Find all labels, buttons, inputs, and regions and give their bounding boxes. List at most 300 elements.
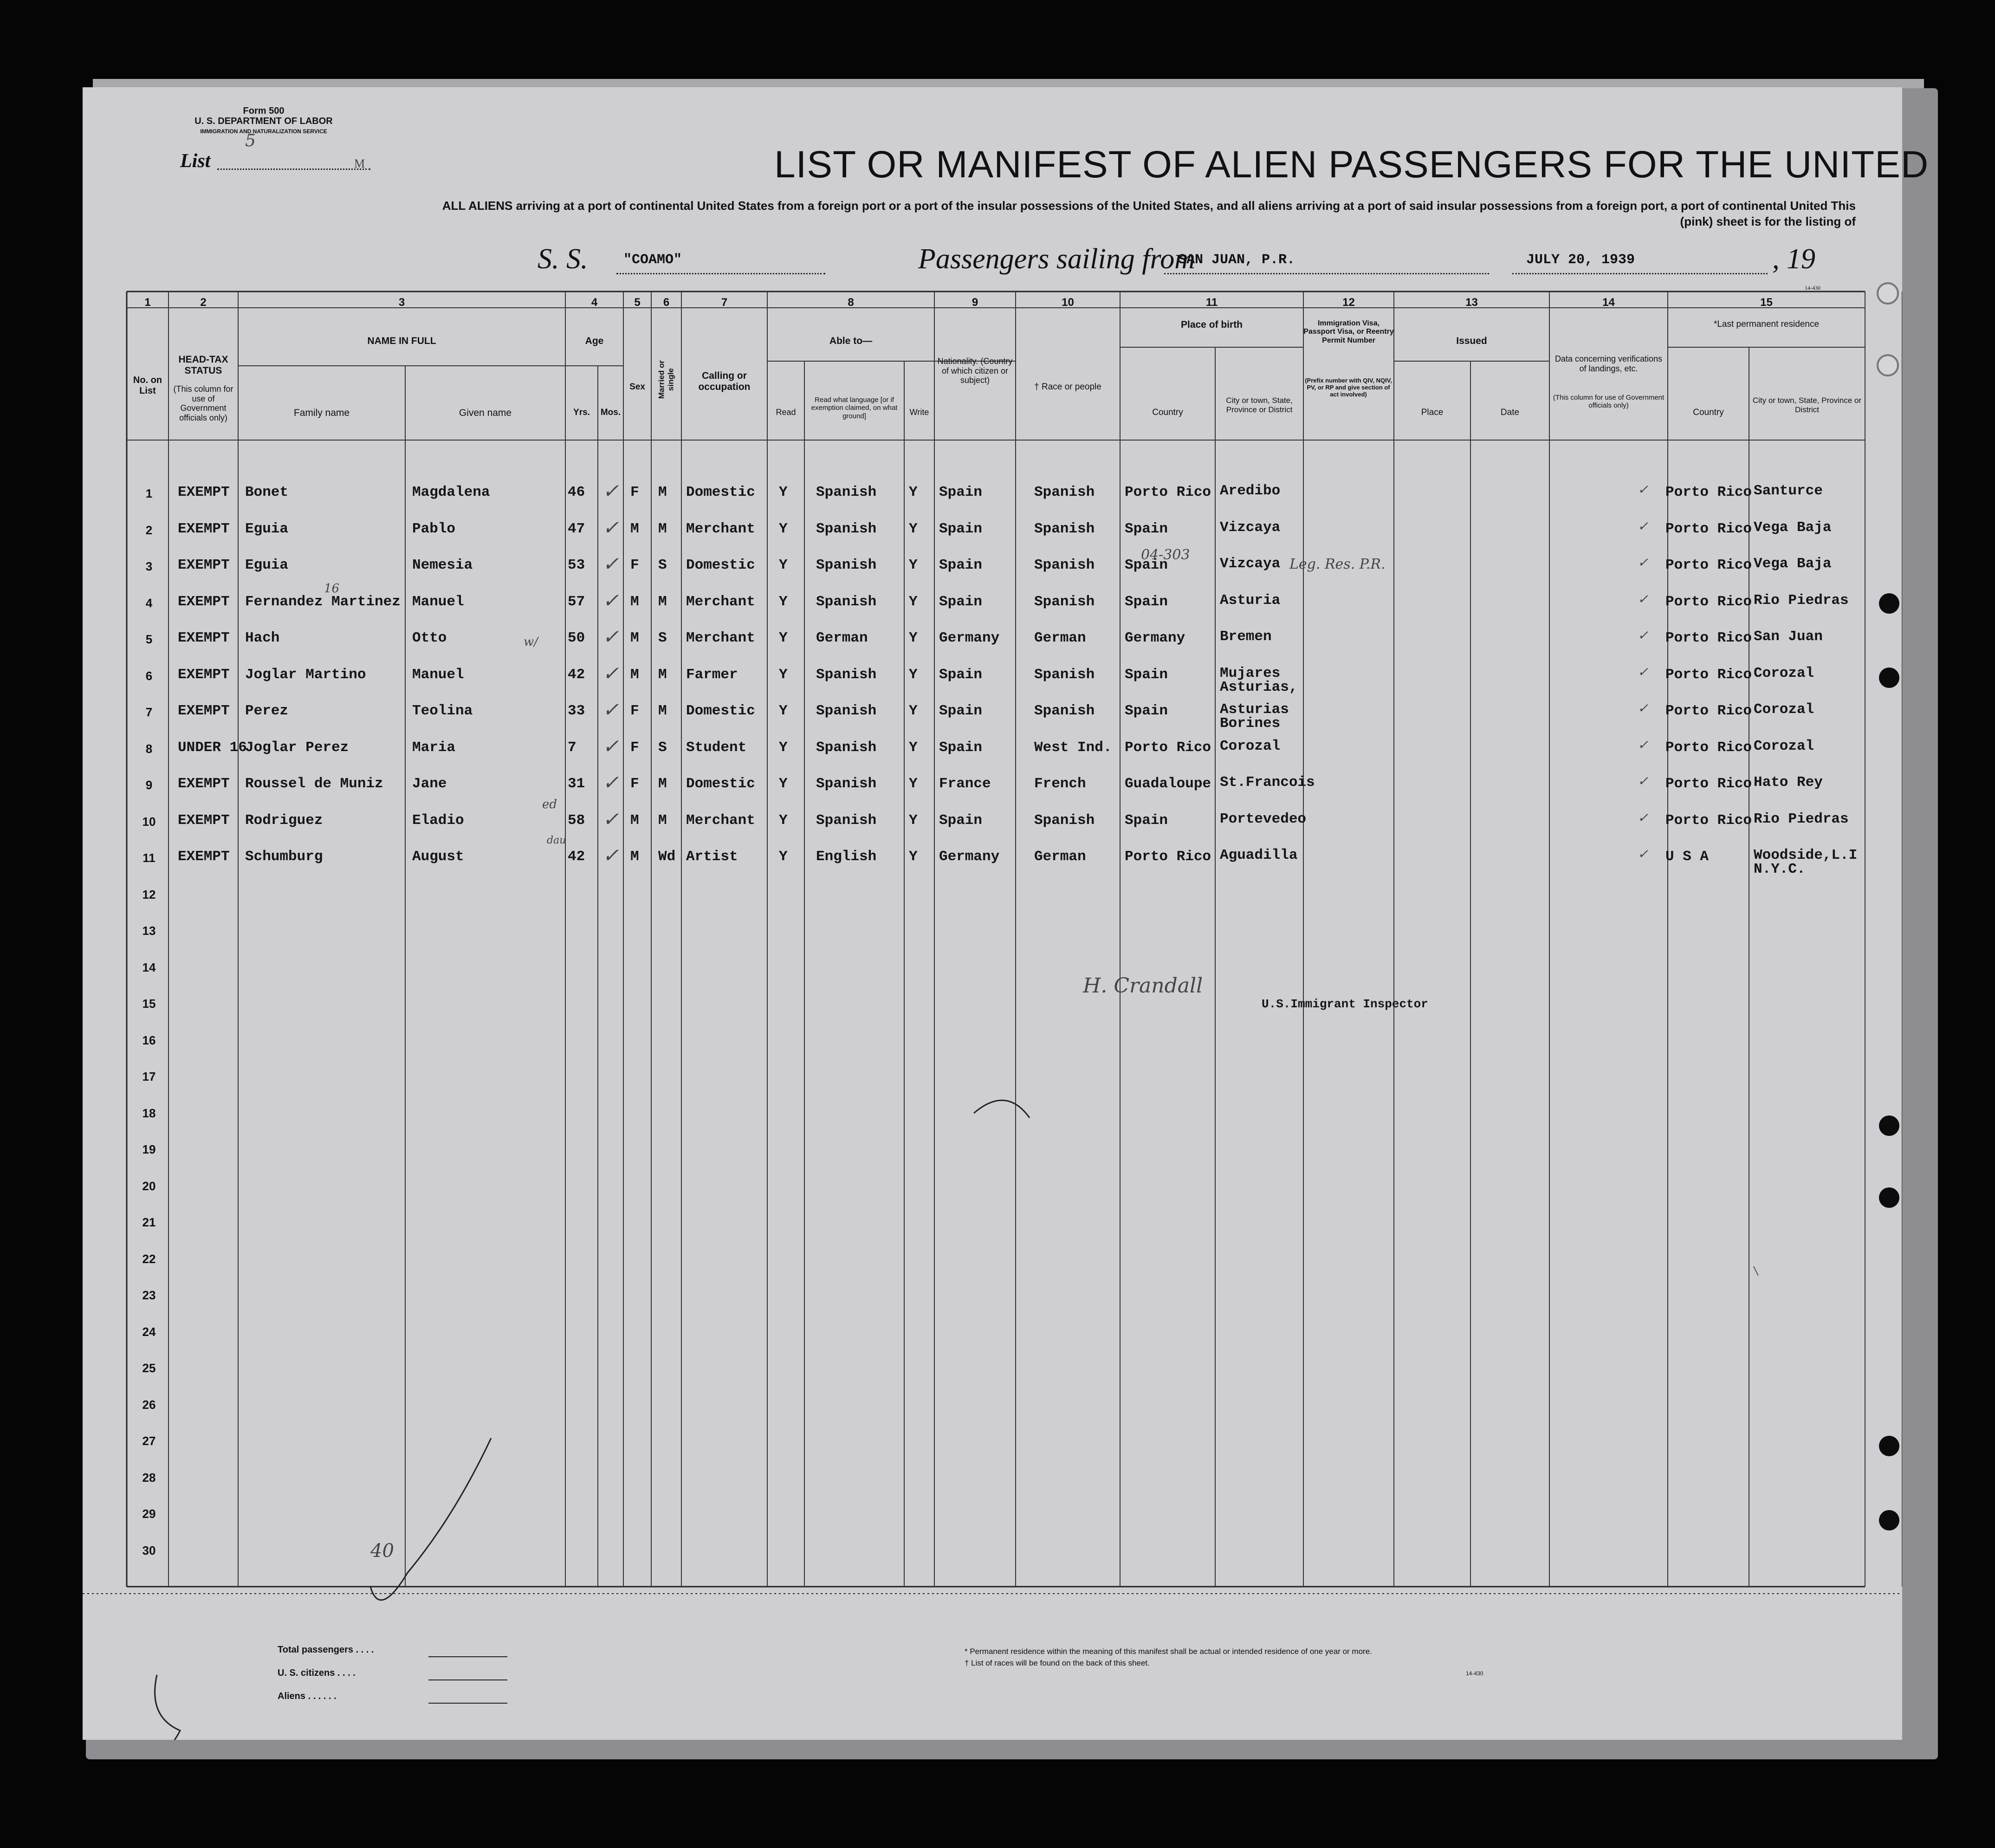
ship-name: "COAMO": [623, 252, 682, 268]
header-family-name: Family name: [293, 408, 350, 418]
row-10-verify-check-icon: ✓: [1638, 810, 1649, 825]
row-1-res-country: Porto Rico: [1665, 484, 1752, 500]
col-number-5: 5: [634, 296, 641, 309]
row-1-birth-country: Porto Rico: [1125, 484, 1211, 500]
row-6-yrs: 42: [568, 667, 585, 683]
header-issued: Issued: [1456, 336, 1487, 346]
row-4-write: Y: [909, 594, 918, 610]
list-number: 5: [245, 131, 256, 150]
row-7-race: Spanish: [1034, 703, 1095, 719]
row-9-sex: F: [630, 776, 639, 792]
row-8-given: Maria: [412, 739, 456, 756]
row-4-birth-country: Spain: [1125, 594, 1168, 610]
header-head-tax: HEAD-TAX STATUS: [178, 354, 228, 376]
row-5-race: German: [1034, 630, 1086, 646]
row-4-birth-city: Asturia: [1220, 592, 1281, 609]
row-5-yrs: 50: [568, 630, 585, 646]
row8-note-handwritten: dau: [547, 835, 566, 846]
row-7-read: Y: [779, 703, 788, 719]
row-2-race: Spanish: [1034, 521, 1095, 537]
row-4-nat: Spain: [939, 594, 983, 610]
row-4-res-country: Porto Rico: [1665, 594, 1752, 610]
header-write: Write: [909, 408, 929, 417]
row-number-18: 18: [142, 1106, 156, 1120]
header-read: Read: [776, 408, 796, 417]
row-9-write: Y: [909, 776, 918, 792]
ss-label: S. S.: [538, 243, 588, 275]
row-9-given: Jane: [412, 776, 447, 792]
row-5-no: 5: [145, 632, 153, 646]
row-2-birth-city: Vizcaya: [1220, 519, 1281, 536]
header-code: 14-430: [1805, 285, 1820, 291]
row-11-sex: M: [630, 849, 639, 865]
row-1-family: Bonet: [245, 484, 289, 500]
row-8-ms: S: [658, 739, 667, 756]
row-number-24: 24: [142, 1325, 156, 1339]
header-race: † Race or people: [1034, 382, 1101, 392]
row-3-check-icon: ✓: [602, 552, 619, 575]
col-number-7: 7: [721, 296, 728, 309]
row-9-ms: M: [658, 776, 667, 792]
row-6-check-icon: ✓: [602, 662, 619, 685]
row-2-no: 2: [145, 523, 153, 537]
row-2-calling: Merchant: [686, 521, 755, 537]
row-9-read: Y: [779, 776, 788, 792]
binder-hole-5: [1879, 1436, 1899, 1456]
row-11-birth-country: Porto Rico: [1125, 849, 1211, 865]
row-9-res-country: Porto Rico: [1665, 776, 1752, 792]
departure-port: SAN JUAN, P.R.: [1178, 252, 1295, 268]
row-8-tax: UNDER 16: [178, 739, 247, 756]
row-number-19: 19: [142, 1142, 156, 1156]
row-number-14: 14: [142, 960, 156, 974]
row-2-yrs: 47: [568, 521, 585, 537]
header-visa: Immigration Visa, Passport Visa, or Reentry Permit Number: [1303, 319, 1394, 344]
header-issued-date: Date: [1500, 408, 1520, 417]
row-1-birth-city: Aredibo: [1220, 483, 1281, 499]
birth-handwritten: 04-303: [1141, 547, 1190, 563]
row-6-calling: Farmer: [686, 667, 738, 683]
row-10-read: Y: [779, 812, 788, 829]
row-9-verify-check-icon: ✓: [1638, 773, 1649, 789]
row-11-race: German: [1034, 849, 1086, 865]
row-5-family: Hach: [245, 630, 280, 646]
row-number-13: 13: [142, 924, 156, 938]
row-11-calling: Artist: [686, 849, 738, 865]
row-10-write: Y: [909, 812, 918, 829]
row-7-given: Teolina: [412, 703, 473, 719]
header-calling: Calling or occupation: [698, 370, 751, 393]
row-11-no: 11: [142, 851, 155, 865]
row-6-ms: M: [658, 667, 667, 683]
manifest-title: LIST OR MANIFEST OF ALIEN PASSENGERS FOR THE UNITED: [774, 143, 1929, 186]
row-11-read: Y: [779, 849, 788, 865]
row-number-28: 28: [142, 1471, 156, 1485]
row-8-write: Y: [909, 739, 918, 756]
binder-hole-3: [1879, 1115, 1899, 1136]
year-label: , 19: [1772, 243, 1815, 275]
footnote-residence: * Permanent residence within the meaning of this manifest shall be actual or intended residence of one year or more.: [965, 1647, 1372, 1656]
row-7-write: Y: [909, 703, 918, 719]
row-1-check-icon: ✓: [602, 480, 619, 502]
col-number-1: 1: [144, 296, 151, 309]
row-2-verify-check-icon: ✓: [1638, 519, 1649, 534]
header-no-on-list: No. on List: [133, 375, 162, 396]
row-3-sex: F: [630, 557, 639, 573]
header-able-to: Able to—: [829, 336, 873, 346]
row-10-yrs: 58: [568, 812, 585, 829]
row-7-birth-city: Asturias Borines: [1220, 701, 1289, 732]
row-1-read: Y: [779, 484, 788, 500]
list-label: List: [180, 150, 211, 172]
row-8-calling: Student: [686, 739, 747, 756]
row-11-given: August: [412, 849, 464, 865]
row-3-race: Spanish: [1034, 557, 1095, 573]
header-res-city: City or town, State, Province or District: [1752, 396, 1862, 414]
row-2-tax: EXEMPT: [178, 521, 230, 537]
row-7-verify-check-icon: ✓: [1638, 700, 1649, 716]
row-3-given: Nemesia: [412, 557, 473, 573]
row-number-20: 20: [142, 1179, 156, 1193]
header-nationality: Nationality. (Country of which citizen or subject): [937, 357, 1013, 385]
row-8-family: Joglar Perez: [245, 739, 349, 756]
header-name-in-full: NAME IN FULL: [367, 336, 436, 346]
row-11-write: Y: [909, 849, 918, 865]
row-1-verify-check-icon: ✓: [1638, 482, 1649, 497]
row-4-given: Manuel: [412, 594, 464, 610]
row-5-verify-check-icon: ✓: [1638, 628, 1649, 643]
row-11-res-city: Woodside,L.I N.Y.C.: [1754, 847, 1858, 877]
row-number-17: 17: [142, 1070, 156, 1083]
row-8-nat: Spain: [939, 739, 983, 756]
service: IMMIGRATION AND NATURALIZATION SERVICE: [200, 128, 327, 135]
row-number-27: 27: [142, 1434, 156, 1448]
row-1-lang: Spanish: [816, 484, 877, 500]
row-3-lang: Spanish: [816, 557, 877, 573]
col-number-9: 9: [972, 296, 978, 309]
row-6-lang: Spanish: [816, 667, 877, 683]
row-11-nat: Germany: [939, 849, 1000, 865]
row-10-no: 10: [142, 815, 156, 829]
row-6-res-city: Corozal: [1754, 665, 1814, 681]
row-6-read: Y: [779, 667, 788, 683]
binder-hole-2: [1879, 668, 1899, 688]
binder-hole-6: [1879, 1510, 1899, 1530]
row-6-given: Manuel: [412, 667, 464, 683]
row-1-write: Y: [909, 484, 918, 500]
header-birth-city: City or town, State, Province or District: [1226, 396, 1293, 414]
row-6-verify-check-icon: ✓: [1638, 664, 1649, 680]
row-5-given: Otto: [412, 630, 447, 646]
row-2-nat: Spain: [939, 521, 983, 537]
manifest-subtitle: ALL ALIENS arriving at a port of continental United States from a foreign port or a port of the insular possessions of the United States, and all aliens arriving at a port of said insular possessions from a foreign port, a port of continental United This (pink) sheet is for the listing of: [442, 199, 1856, 228]
row-6-nat: Spain: [939, 667, 983, 683]
row-11-ms: Wd: [658, 849, 676, 865]
row-3-verify-check-icon: ✓: [1638, 555, 1649, 570]
header-res-country: Country: [1693, 408, 1724, 417]
row-10-family: Rodriguez: [245, 812, 323, 829]
row-9-birth-city: St.Francois: [1220, 774, 1315, 791]
row-1-no: 1: [145, 486, 153, 500]
row-2-given: Pablo: [412, 521, 456, 537]
row-4-no: 4: [145, 596, 153, 610]
header-data-landings: Data concerning verifications of landings, etc.: [1555, 354, 1663, 373]
row-11-tax: EXEMPT: [178, 849, 230, 865]
row-number-25: 25: [142, 1361, 156, 1375]
footnote-races: † List of races will be found on the back of this sheet.: [965, 1659, 1150, 1667]
row-7-ms: M: [658, 703, 667, 719]
visa-handwritten: Leg. Res. P.R.: [1289, 556, 1386, 572]
row-2-sex: M: [630, 521, 639, 537]
row-10-check-icon: ✓: [602, 808, 619, 830]
row-8-birth-city: Corozal: [1220, 738, 1281, 754]
row-6-res-country: Porto Rico: [1665, 667, 1752, 683]
row-7-birth-country: Spain: [1125, 703, 1168, 719]
col-number-11: 11: [1205, 296, 1218, 309]
row-6-tax: EXEMPT: [178, 667, 230, 683]
row-number-22: 22: [142, 1252, 156, 1266]
row-7-no: 7: [145, 705, 153, 719]
row-6-race: Spanish: [1034, 667, 1095, 683]
col-number-6: 6: [663, 296, 670, 309]
row-2-birth-country: Spain: [1125, 521, 1168, 537]
row-11-check-icon: ✓: [602, 844, 619, 867]
header-mos: Mos.: [600, 408, 621, 417]
row-5-ms: S: [658, 630, 667, 646]
us-citizens-line: [428, 1679, 507, 1680]
row-6-family: Joglar Martino: [245, 667, 366, 683]
row-7-res-city: Corozal: [1754, 701, 1814, 718]
row-6-birth-country: Spain: [1125, 667, 1168, 683]
row-number-16: 16: [142, 1033, 156, 1047]
header-read-language: Read what language [or if exemption claimed, on what ground]: [811, 396, 898, 420]
row-9-yrs: 31: [568, 776, 585, 792]
row-2-family: Eguia: [245, 521, 289, 537]
binder-ring-1: [1877, 282, 1899, 305]
row-10-res-city: Rio Piedras: [1754, 811, 1849, 827]
row-1-nat: Spain: [939, 484, 983, 500]
row-10-given: Eladio: [412, 812, 464, 829]
us-citizens-label: U. S. citizens . . . .: [278, 1668, 356, 1678]
row-10-ms: M: [658, 812, 667, 829]
row-8-read: Y: [779, 739, 788, 756]
row-11-family: Schumburg: [245, 849, 323, 865]
passengers-label: Passengers sailing from: [918, 243, 1196, 275]
row-7-res-country: Porto Rico: [1665, 703, 1752, 719]
row-1-res-city: Santurce: [1754, 483, 1823, 499]
list-mark: M: [354, 157, 365, 170]
row-9-no: 9: [145, 778, 153, 792]
row-8-birth-country: Porto Rico: [1125, 739, 1211, 756]
row-3-birth-country: Spain: [1125, 557, 1168, 573]
row-5-birth-city: Bremen: [1220, 629, 1272, 645]
row-1-ms: M: [658, 484, 667, 500]
aliens-line: [428, 1703, 507, 1704]
row-9-calling: Domestic: [686, 776, 755, 792]
row-4-ms: M: [658, 594, 667, 610]
total-passengers-line: [428, 1656, 507, 1657]
row-6-sex: M: [630, 667, 639, 683]
row-4-lang: Spanish: [816, 594, 877, 610]
binder-ring-2: [1877, 354, 1899, 376]
row-4-yrs: 57: [568, 594, 585, 610]
row-10-tax: EXEMPT: [178, 812, 230, 829]
row-10-lang: Spanish: [816, 812, 877, 829]
row-5-nat: Germany: [939, 630, 1000, 646]
row-3-write: Y: [909, 557, 918, 573]
row-10-race: Spanish: [1034, 812, 1095, 829]
row-9-res-city: Hato Rey: [1754, 774, 1823, 791]
row-4-sex: M: [630, 594, 639, 610]
row-1-tax: EXEMPT: [178, 484, 230, 500]
row-7-family: Perez: [245, 703, 289, 719]
row-8-verify-check-icon: ✓: [1638, 737, 1649, 752]
row-2-read: Y: [779, 521, 788, 537]
header-married: Married or single: [657, 360, 675, 399]
row-9-family: Roussel de Muniz: [245, 776, 383, 792]
row-3-res-country: Porto Rico: [1665, 557, 1752, 573]
row-5-check-icon: ✓: [602, 625, 619, 648]
row-4-check-icon: ✓: [602, 589, 619, 612]
row-number-26: 26: [142, 1398, 156, 1412]
row-10-res-country: Porto Rico: [1665, 812, 1752, 829]
row-2-write: Y: [909, 521, 918, 537]
row-3-res-city: Vega Baja: [1754, 556, 1832, 572]
table-grid: [83, 87, 1902, 1740]
row-7-lang: Spanish: [816, 703, 877, 719]
header-visa-note: (Prefix number with QIV, NQIV, PV, or RP and give section of act involved): [1305, 377, 1392, 398]
col-number-13: 13: [1465, 296, 1478, 309]
row-2-ms: M: [658, 521, 667, 537]
col-number-12: 12: [1342, 296, 1355, 309]
row-7-sex: F: [630, 703, 639, 719]
row-9-lang: Spanish: [816, 776, 877, 792]
row-1-sex: F: [630, 484, 639, 500]
row-4-tax: EXEMPT: [178, 594, 230, 610]
row-8-res-country: Porto Rico: [1665, 739, 1752, 756]
row-2-check-icon: ✓: [602, 516, 619, 539]
row-3-family: Eguia: [245, 557, 289, 573]
col-number-8: 8: [848, 296, 854, 309]
row-6-write: Y: [909, 667, 918, 683]
inspector-label: U.S.Immigrant Inspector: [1262, 997, 1428, 1011]
binder-hole-4: [1879, 1187, 1899, 1208]
row-number-21: 21: [142, 1215, 156, 1229]
header-last-residence: *Last permanent residence: [1713, 319, 1820, 329]
header-sex: Sex: [629, 382, 645, 392]
header-issued-place: Place: [1421, 408, 1444, 417]
row-10-birth-city: Portevedeo: [1220, 811, 1307, 827]
row-9-check-icon: ✓: [602, 771, 619, 794]
row-5-write: Y: [909, 630, 918, 646]
row-8-race: West Ind.: [1034, 739, 1112, 756]
row-5-calling: Merchant: [686, 630, 755, 646]
row-1-race: Spanish: [1034, 484, 1095, 500]
row-10-nat: Spain: [939, 812, 983, 829]
row-number-29: 29: [142, 1507, 156, 1521]
row-4-family: Fernandez Martinez: [245, 594, 401, 610]
row-7-check-icon: ✓: [602, 698, 619, 721]
form-number: Form 500: [243, 106, 285, 116]
col-number-10: 10: [1062, 296, 1074, 309]
inspector-signature: H. Crandall: [1083, 974, 1203, 998]
header-yrs: Yrs.: [573, 408, 590, 417]
header-birth-country: Country: [1152, 408, 1183, 417]
row-5-sex: M: [630, 630, 639, 646]
row-10-birth-country: Spain: [1125, 812, 1168, 829]
row-11-birth-city: Aguadilla: [1220, 847, 1298, 863]
row-6-birth-city: Mujares Asturias,: [1220, 665, 1298, 695]
row-7-calling: Domestic: [686, 703, 755, 719]
row-10-sex: M: [630, 812, 639, 829]
row-5-read: Y: [779, 630, 788, 646]
row-5-res-country: Porto Rico: [1665, 630, 1752, 646]
row-1-given: Magdalena: [412, 484, 490, 500]
row-8-yrs: 7: [568, 739, 576, 756]
row-8-check-icon: ✓: [602, 735, 619, 758]
row-3-birth-city: Vizcaya: [1220, 556, 1281, 572]
total-handwritten: 40: [370, 1540, 394, 1562]
row-number-23: 23: [142, 1288, 156, 1302]
row-2-res-city: Vega Baja: [1754, 519, 1832, 536]
departure-date: JULY 20, 1939: [1526, 252, 1635, 268]
row-10-calling: Merchant: [686, 812, 755, 829]
row-11-verify-check-icon: ✓: [1638, 846, 1649, 862]
row-7-yrs: 33: [568, 703, 585, 719]
check-handwritten: ed: [542, 798, 557, 811]
age-note-handwritten: 16: [324, 582, 340, 596]
col-number-2: 2: [200, 296, 207, 309]
aliens-label: Aliens . . . . . .: [278, 1691, 337, 1701]
total-passengers-label: Total passengers . . . .: [278, 1645, 374, 1655]
header-head-tax-note: (This column for use of Government officials only): [173, 384, 233, 423]
department: U. S. DEPARTMENT OF LABOR: [194, 116, 333, 126]
row-4-read: Y: [779, 594, 788, 610]
row-4-calling: Merchant: [686, 594, 755, 610]
col-number-15: 15: [1760, 296, 1773, 309]
header-data-landings-note: (This column for use of Government officials only): [1553, 394, 1665, 410]
row-8-res-city: Corozal: [1754, 738, 1814, 754]
row-8-no: 8: [145, 742, 153, 756]
row-9-race: French: [1034, 776, 1086, 792]
row-number-30: 30: [142, 1543, 156, 1557]
row-4-res-city: Rio Piedras: [1754, 592, 1849, 609]
row-1-calling: Domestic: [686, 484, 755, 500]
row-11-yrs: 42: [568, 849, 585, 865]
binder-hole-1: [1879, 593, 1899, 614]
row-4-race: Spanish: [1034, 594, 1095, 610]
row-8-lang: Spanish: [816, 739, 877, 756]
row-1-yrs: 46: [568, 484, 585, 500]
header-given-name: Given name: [459, 408, 512, 418]
col-number-4: 4: [591, 296, 598, 309]
row-3-read: Y: [779, 557, 788, 573]
row-2-res-country: Porto Rico: [1665, 521, 1752, 537]
check3-handwritten: w/: [524, 635, 538, 649]
row-3-ms: S: [658, 557, 667, 573]
row-9-nat: France: [939, 776, 991, 792]
header-place-of-birth: Place of birth: [1180, 319, 1243, 330]
row-3-nat: Spain: [939, 557, 983, 573]
manifest-sheet: [83, 87, 1929, 1740]
footer-code: 14-430: [1466, 1670, 1483, 1677]
row-3-no: 3: [145, 559, 153, 573]
row-5-tax: EXEMPT: [178, 630, 230, 646]
row-8-sex: F: [630, 739, 639, 756]
col-number-14: 14: [1602, 296, 1615, 309]
row-11-lang: English: [816, 849, 877, 865]
row-5-res-city: San Juan: [1754, 629, 1823, 645]
